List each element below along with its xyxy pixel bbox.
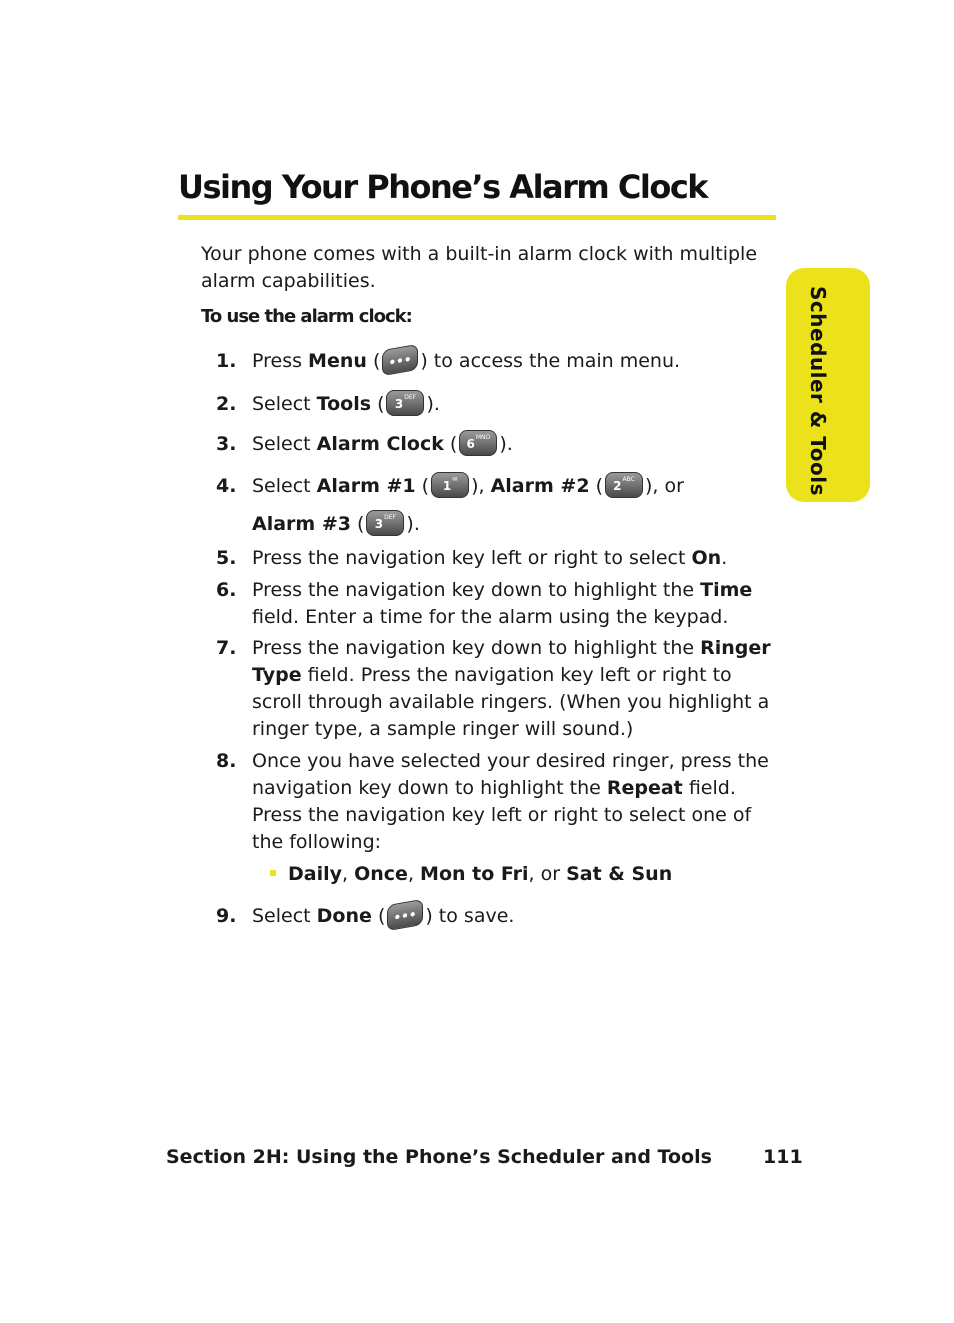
key-3-icon: $3^{DEF}$ xyxy=(366,510,404,536)
intro-paragraph: Your phone comes with a built-in alarm clock with multiple alarm capabilities. xyxy=(201,243,758,292)
key-1-icon: 1✉ xyxy=(431,472,469,498)
page-title: Using Your Phone’s Alarm Clock xyxy=(178,168,708,206)
key-2-icon: $2^{ABC}$ xyxy=(605,472,643,498)
procedure-heading: To use the alarm clock: xyxy=(201,306,412,327)
bullet-marker xyxy=(270,870,276,876)
title-rule xyxy=(178,215,776,220)
done-softkey-icon: ••• xyxy=(387,898,423,930)
menu-softkey-icon: ••• xyxy=(382,343,418,375)
section-tab-label: Scheduler & Tools xyxy=(806,286,830,496)
repeat-options: Daily, Once, Mon to Fri, or Sat & Sun xyxy=(288,863,673,885)
footer-section-title: Section 2H: Using the Phone’s Scheduler and Tools xyxy=(166,1146,712,1168)
page-number: 111 xyxy=(763,1146,803,1168)
key-6-icon: $6^{MNO}$ xyxy=(459,430,497,456)
key-3-icon: $3^{DEF}$ xyxy=(386,390,424,416)
